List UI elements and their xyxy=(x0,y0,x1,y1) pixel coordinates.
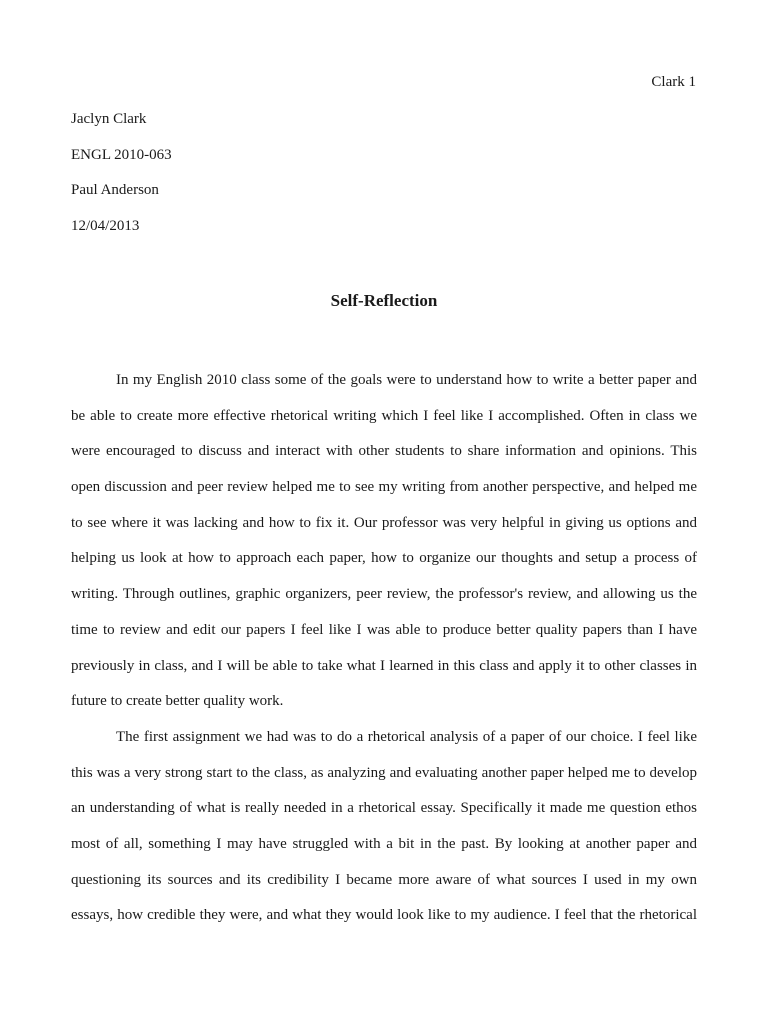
body-line: to see where it was lacking and how to fix it. Our professor was very helpful in giving us options and xyxy=(71,514,697,531)
body-line: essays, how credible they were, and what they would look like to my audience. I feel that the rhetorical xyxy=(71,907,697,924)
body-line: The first assignment we had was to do a rhetorical analysis of a paper of our choice. I feel like xyxy=(116,728,697,745)
instructor-name: Paul Anderson xyxy=(71,182,159,199)
body-line: most of all, something I may have struggled with a bit in the past. By looking at another paper and xyxy=(71,835,697,852)
body-line: helping us look at how to approach each paper, how to organize our thoughts and setup a process of xyxy=(71,550,697,567)
body-line: future to create better quality work. xyxy=(71,693,284,710)
document-body xyxy=(71,370,697,941)
body-line: this was a very strong start to the class, as analyzing and evaluating another paper helped me to develop xyxy=(71,764,697,781)
course-name: ENGL 2010-063 xyxy=(71,146,172,163)
student-name: Jaclyn Clark xyxy=(71,111,147,127)
document-date: 12/04/2013 xyxy=(71,218,140,235)
body-line: writing. Through outlines, graphic organizers, peer review, the professor's review, and allowing us the xyxy=(71,586,697,603)
body-line: In my English 2010 class some of the goals were to understand how to write a better paper and xyxy=(116,372,697,388)
running-header-page-number: Clark 1 xyxy=(651,74,696,90)
body-line: questioning its sources and its credibility I became more aware of what sources I used in my own xyxy=(71,871,697,888)
body-line: time to review and edit our papers I feel like I was able to produce better quality papers than I have xyxy=(71,621,697,638)
body-line: be able to create more effective rhetorical writing which I feel like I accomplished. Often in class we xyxy=(71,407,697,424)
body-line: were encouraged to discuss and interact with other students to share information and opinions. This xyxy=(71,443,697,460)
body-line: previously in class, and I will be able to take what I learned in this class and apply it to other classes in xyxy=(71,657,697,674)
mla-heading xyxy=(71,109,697,252)
document-title: Self-Reflection xyxy=(330,291,438,310)
body-line: open discussion and peer review helped me to see my writing from another perspective, and helped me xyxy=(71,479,697,496)
body-line: an understanding of what is really needed in a rhetorical essay. Specifically it made me question ethos xyxy=(71,800,697,817)
